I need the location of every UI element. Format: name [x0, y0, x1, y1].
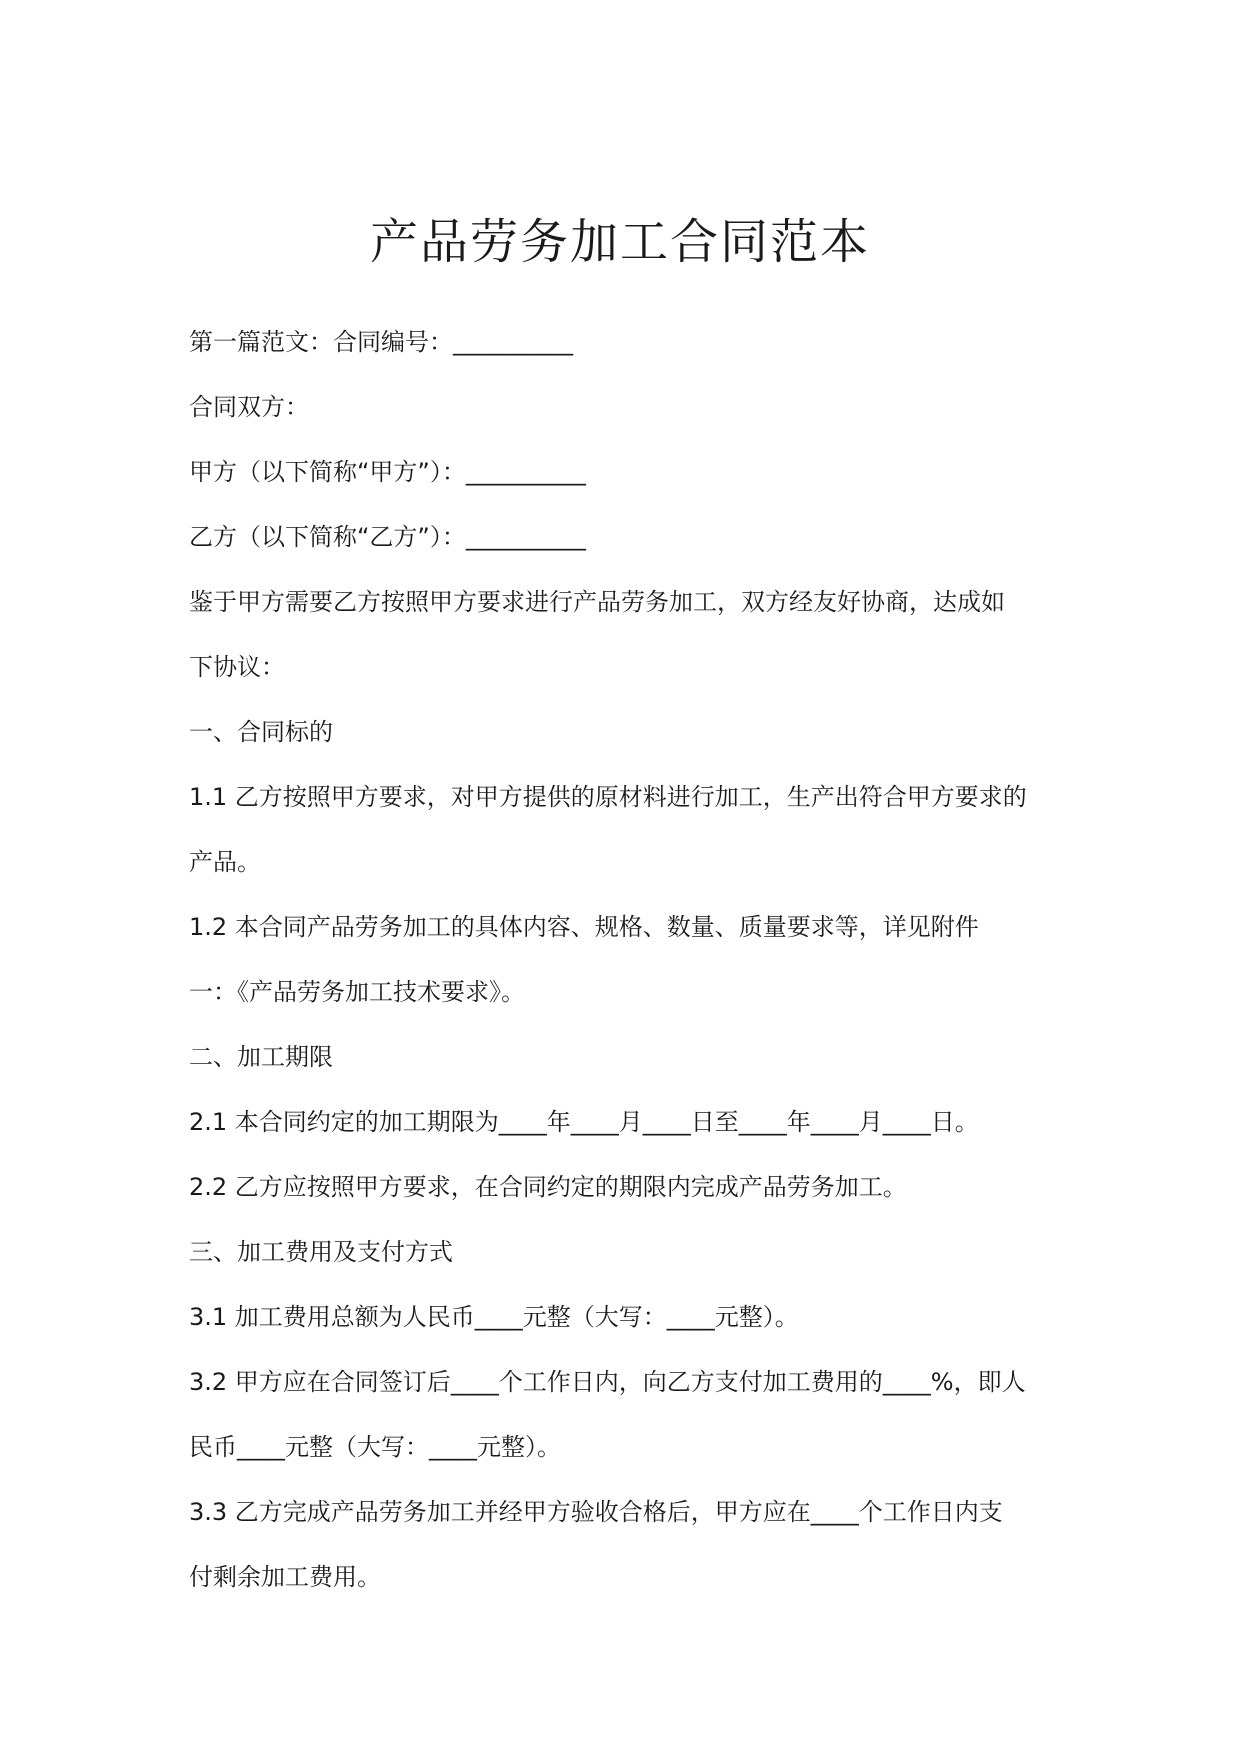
- clause-line: 民币____元整（大写：____元整）。: [189, 1433, 561, 1461]
- clause-line: 3.1 加工费用总额为人民币____元整（大写：____元整）。: [189, 1303, 799, 1331]
- preamble-line: 鉴于甲方需要乙方按照甲方要求进行产品劳务加工，双方经友好协商，达成如: [189, 588, 1005, 616]
- section-heading: 一、合同标的: [189, 718, 333, 746]
- clause-line: 1.1 乙方按照甲方要求，对甲方提供的原材料进行加工，生产出符合甲方要求的: [189, 783, 1027, 811]
- clause-line: 3.2 甲方应在合同签订后____个工作日内，向乙方支付加工费用的____%，即人: [189, 1368, 1026, 1396]
- contract-number-line: 第一篇范文：合同编号：__________: [189, 328, 573, 356]
- document-body: [189, 310, 1069, 1610]
- party-a-line: 甲方（以下简称“甲方”）：__________: [189, 458, 586, 486]
- clause-line: 产品。: [189, 848, 261, 876]
- party-b-line: 乙方（以下简称“乙方”）：__________: [189, 523, 586, 551]
- clause-line: 2.2 乙方应按照甲方要求，在合同约定的期限内完成产品劳务加工。: [189, 1173, 907, 1201]
- clause-line: 1.2 本合同产品劳务加工的具体内容、规格、数量、质量要求等，详见附件: [189, 913, 979, 941]
- clause-line: 付剩余加工费用。: [189, 1563, 381, 1591]
- section-heading: 二、加工期限: [189, 1043, 333, 1071]
- clause-line: 一：《产品劳务加工技术要求》。: [189, 978, 525, 1006]
- clause-line: 2.1 本合同约定的加工期限为____年____月____日至____年____月____日。: [189, 1108, 979, 1136]
- document-title: 产品劳务加工合同范本: [369, 214, 870, 270]
- section-heading: 三、加工费用及支付方式: [189, 1238, 453, 1266]
- preamble-line: 下协议：: [189, 653, 285, 681]
- parties-heading: 合同双方：: [189, 393, 309, 421]
- clause-line: 3.3 乙方完成产品劳务加工并经甲方验收合格后，甲方应在____个工作日内支: [189, 1498, 1003, 1526]
